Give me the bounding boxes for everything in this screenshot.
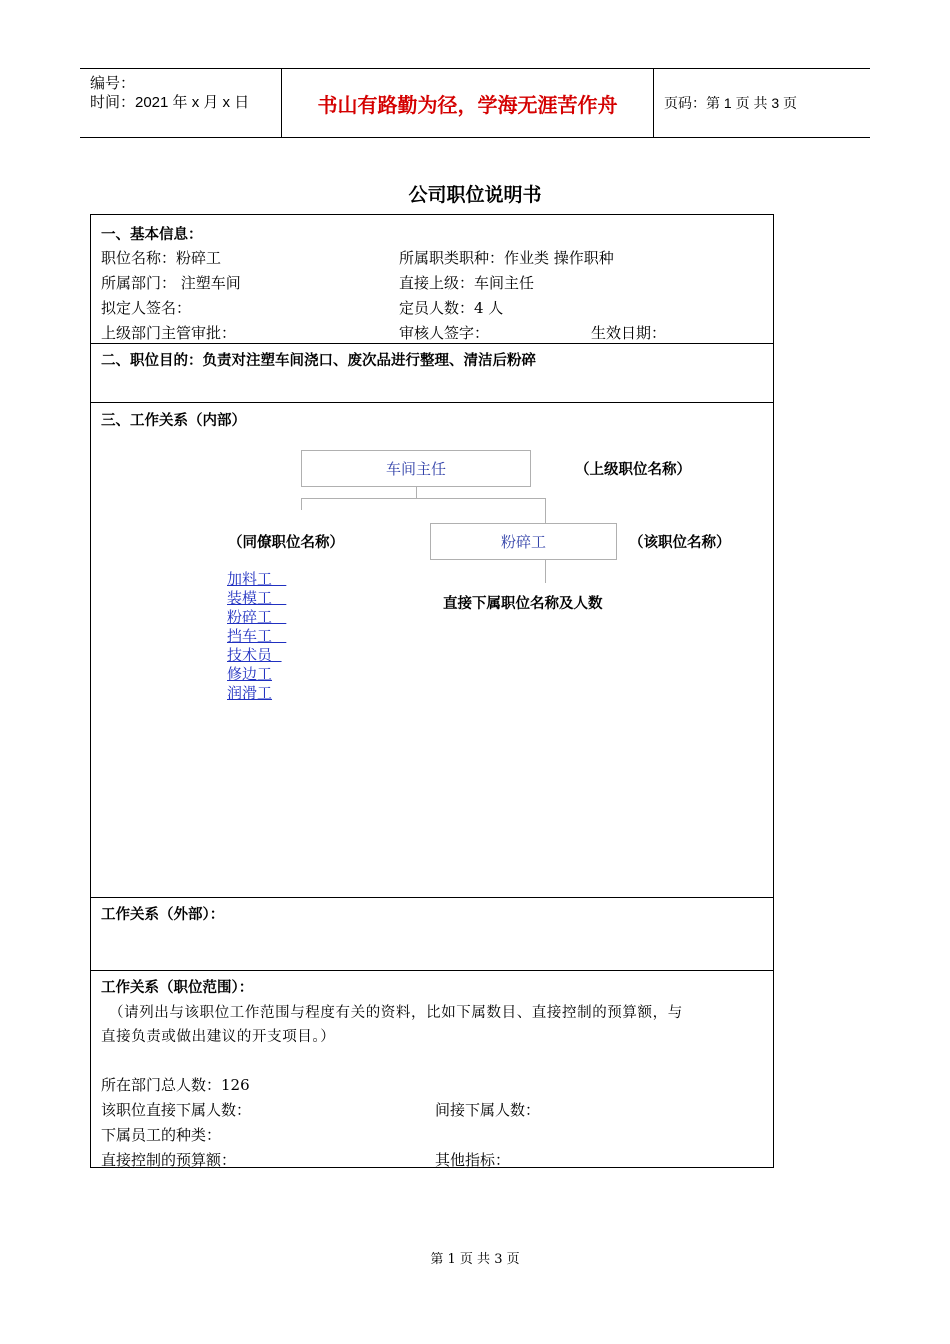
other-indicators: 其他指标：	[435, 1151, 511, 1169]
scope-instruction-line2: 直接负责或做出建议的开支项目。）	[101, 1029, 336, 1045]
peer-link[interactable]: 加料工	[227, 570, 287, 588]
superior-position-box	[301, 450, 531, 487]
header-motto-cell	[282, 69, 654, 137]
connector-line	[301, 498, 546, 499]
row-divider	[91, 897, 773, 898]
self-note: （该职位名称）	[629, 535, 731, 551]
drafter-signature: 拟定人签名：	[101, 299, 192, 317]
peer-link[interactable]: 挡车工	[227, 627, 287, 645]
row-divider	[91, 402, 773, 403]
number-label: 编号：	[90, 75, 136, 92]
subordinate-note: 直接下属职位名称及人数	[443, 596, 603, 612]
direct-subordinates: 该职位直接下属人数：	[101, 1101, 252, 1119]
reviewer-signature: 审核人签字：	[399, 324, 490, 342]
external-relations-heading: 工作关系（外部）：	[101, 907, 225, 923]
superior-position-label: 车间主任	[385, 460, 446, 478]
peer-link[interactable]: 粉碎工	[227, 608, 287, 626]
self-position-box	[430, 523, 617, 560]
scope-instruction-line1: （请列出与该职位工作范围与程度有关的资料，比如下属数目、直接控制的预算额，与	[109, 1005, 683, 1021]
basic-info-heading: 一、基本信息：	[101, 227, 203, 243]
peer-note: （同僚职位名称）	[228, 535, 344, 551]
peer-link[interactable]: 技术员	[227, 646, 282, 664]
peer-link[interactable]: 修边工	[227, 665, 273, 683]
connector-line	[545, 560, 546, 583]
row-divider	[91, 343, 773, 344]
job-category: 所属职类职种：作业类 操作职种	[399, 249, 614, 267]
date-label: 时间：2021 年 x 月 x 日	[90, 94, 250, 111]
superior-note: （上级职位名称）	[575, 462, 691, 478]
document-title: 公司职位说明书	[408, 184, 542, 206]
department: 所属部门： 注塑车间	[101, 274, 241, 292]
header-meta-cell	[80, 69, 282, 137]
self-position-label: 粉碎工	[500, 533, 546, 551]
peer-link[interactable]: 润滑工	[227, 684, 273, 702]
job-description-table	[90, 214, 774, 1168]
effective-date: 生效日期：	[591, 324, 667, 342]
indirect-subordinates: 间接下属人数：	[435, 1101, 541, 1119]
connector-line	[545, 498, 546, 523]
internal-relations-heading: 三、工作关系（内部）	[101, 413, 246, 429]
subordinate-types: 下属员工的种类：	[101, 1126, 222, 1144]
purpose-text: 二、职位目的：负责对注塑车间浇口、废次品进行整理、清洁后粉碎	[101, 353, 536, 369]
scope-heading: 工作关系（职位范围）：	[101, 980, 254, 996]
job-name: 职位名称：粉碎工	[101, 249, 222, 267]
motto-text: 书山有路勤为径，学海无涯苦作舟	[317, 92, 618, 117]
page-footer: 第 1 页 共 3 页	[430, 1252, 520, 1267]
connector-line	[301, 498, 302, 510]
page-header	[80, 68, 870, 138]
row-divider	[91, 970, 773, 971]
page-info: 页码：第 1 页 共 3 页	[664, 95, 798, 111]
connector-line	[416, 487, 417, 498]
manager-approval: 上级部门主管审批：	[101, 324, 237, 342]
headcount: 定员人数：4 人	[399, 299, 504, 317]
peer-link[interactable]: 装模工	[227, 589, 287, 607]
dept-total: 所在部门总人数：126	[101, 1076, 250, 1094]
direct-supervisor: 直接上级：车间主任	[399, 274, 535, 292]
direct-budget: 直接控制的预算额：	[101, 1151, 237, 1169]
